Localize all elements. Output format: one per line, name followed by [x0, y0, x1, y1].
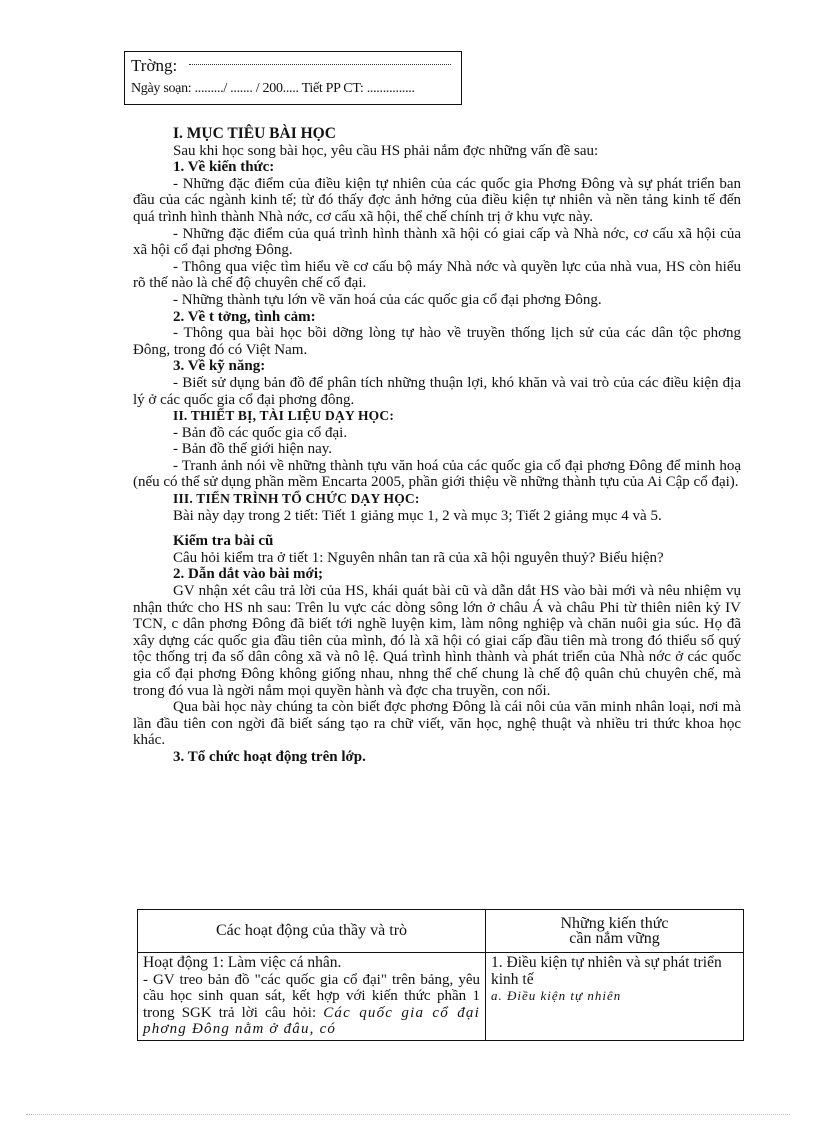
equipment-heading: II. THIẾT BỊ, TÀI LIỆU DẠY HỌC: — [173, 408, 395, 424]
page-footer-line — [26, 1114, 790, 1115]
knowledge-title: 1. Điều kiện tự nhiên và sự phát triển kinh tế — [491, 954, 722, 988]
knowledge-item: - Những đặc điểm của quá trình hình thành xã hội có giai cấp và Nhà nớc, cơ cấu xã hội của xã hội cổ đại phơng Đông. — [133, 225, 741, 259]
process-intro: Bài này dạy trong 2 tiết: Tiết 1 giảng mục 1, 2 và mục 3; Tiết 2 giảng mục 4 và 5. — [173, 507, 662, 524]
organization-heading: 3. Tổ chức hoạt động trên lớp. — [173, 748, 366, 765]
thought-heading: 2. Về t tởng, tình cảm: — [173, 308, 316, 325]
check-heading: Kiểm tra bài cũ — [173, 533, 274, 550]
col-activities-header: Các hoạt động của thầy và trò — [138, 910, 486, 953]
activity-question: Các quốc gia cổ đại phơng Đông nằm ở đâu, có — [143, 1004, 480, 1037]
table-header-row — [138, 910, 744, 953]
activity-text: - GV treo bản đồ "các quốc gia cổ đại" trên bảng, yêu cầu học sinh quan sát, kết hợp với kiến thức phần 1 trong SGK trả lời câu hỏi: — [143, 971, 480, 1021]
school-label: Trờng: — [131, 56, 178, 75]
knowledge-item: - Những thành tựu lớn về văn hoá của các quốc gia cổ đại phơng Đông. — [173, 291, 602, 308]
check-question: Câu hỏi kiểm tra ở tiết 1: Nguyên nhân tan rã của xã hội nguyên thuỷ? Biểu hiện? — [173, 549, 664, 566]
lead-paragraph: GV nhận xét câu trả lời của HS, khái quát bài cũ và dẫn dắt HS vào bài mới và nêu nhiệm vụ nhận thức cho HS nh sau: Trên lu vực các dòng sông lớn ở châu Á và châu Phi từ thiên niên kỷ IV TCN, c dân phơng Đông đã biết tới nghề luyện kim, làm nông nghiệp và chăn nuôi gia súc. Họ đã xây dựng các quốc gia đầu tiên của mình, đó là xã hội có giai cấp đầu tiên mà trong đó thiểu số quý tộc thống trị đa số dân công xã và nô lệ. Quá trình hình thành và phát triển của Nhà nớc ở các quốc gia cổ đại phơng Đông không giống nhau, nhng thể chế chung là chế độ quân chủ chuyên chế, mà trong đó vua là ngời nắm mọi quyền hành và đợc cha truyền, con nối. — [133, 583, 741, 699]
knowledge-heading: 1. Về kiến thức: — [173, 159, 275, 176]
table-row — [138, 953, 744, 1041]
school-dotted-line — [189, 64, 451, 65]
date-line: Ngày soạn: ........./ ....... / 200..... Tiết PP CT: ............... — [131, 81, 415, 96]
activity-table — [137, 909, 744, 1041]
lead-paragraph: Qua bài học này chúng ta còn biết đợc phơng Đông là cái nôi của văn minh nhân loại, nơi mà lần đầu tiên con ngời đã biết sáng tạo ra chữ viết, văn học, nghệ thuật và nhiều tri thức khoa học khác. — [133, 699, 741, 749]
objectives-intro: Sau khi học song bài học, yêu cầu HS phải nắm đợc những vấn đề sau: — [173, 142, 599, 159]
knowledge-item: - Những đặc điểm của điều kiện tự nhiên của các quốc gia Phơng Đông và sự phát triển ban đầu của các ngành kinh tế; từ đó thấy đợc ảnh hởng của điều kiện tự nhiên và nền tảng kinh tế đến quá trình hình thành Nhà nớc, cơ cấu xã hội, thể chế chính trị ở khu vực này. — [133, 175, 741, 225]
skill-heading: 3. Về kỹ năng: — [173, 358, 266, 375]
col-knowledge-header-line2: cần nắm vững — [569, 930, 660, 947]
col-knowledge-header — [486, 910, 744, 953]
thought-item: - Thông qua bài học bồi dỡng lòng tự hào về truyền thống lịch sử của các dân tộc phơng Đông, trong đó có Việt Nam. — [133, 325, 741, 358]
process-heading: III. TIẾN TRÌNH TỔ CHỨC DẠY HỌC: — [173, 491, 420, 507]
knowledge-cell — [486, 953, 744, 1041]
skill-item: - Biết sử dụng bản đồ để phân tích những thuận lợi, khó khăn và vai trò của các điều kiện địa lý ở các quốc gia cổ đại phơng đông. — [133, 374, 741, 408]
equipment-item: - Bản đồ thế giới hiện nay. — [173, 441, 333, 458]
header-box — [124, 51, 462, 105]
activity-title: Hoạt động 1: Làm việc cá nhân. — [143, 954, 342, 971]
equipment-item: - Tranh ảnh nói về những thành tựu văn hoá của các quốc gia cổ đại phơng Đông để minh hoạ (nếu có thể sử dụng phần mềm Encarta 2005, phần giới thiệu về những thành tựu của Ai Cập cổ đại). — [133, 457, 741, 491]
knowledge-subtitle: a. Điều kiện tự nhiên — [491, 988, 622, 1003]
knowledge-item: - Thông qua việc tìm hiểu về cơ cấu bộ máy Nhà nớc và quyền lực của nhà vua, HS còn hiểu rõ thế nào là chế độ chuyên chế cổ đại. — [133, 258, 741, 292]
activity-cell — [138, 953, 486, 1041]
lead-heading: 2. Dẫn dắt vào bài mới; — [173, 566, 323, 583]
equipment-item: - Bản đồ các quốc gia cổ đại. — [173, 424, 348, 441]
lesson-content — [133, 126, 741, 766]
col-knowledge-header-line1: Những kiến thức — [560, 915, 669, 932]
objectives-heading: I. MỤC TIÊU BÀI HỌC — [173, 125, 336, 142]
